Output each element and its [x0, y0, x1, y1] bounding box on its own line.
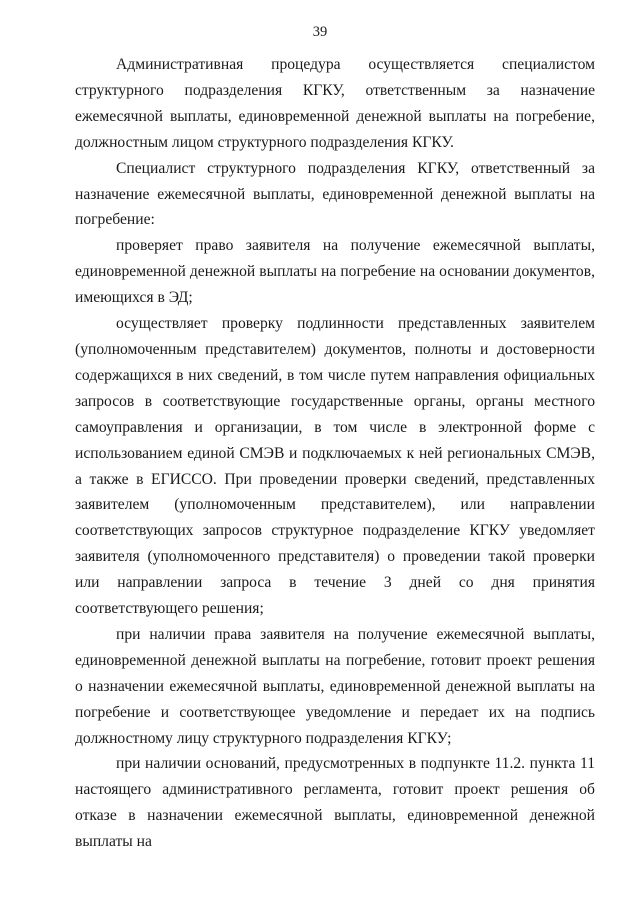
paragraph-4: осуществляет проверку подлинности представленных заявителем (уполномоченным представителем) документов, полноты и достоверности содержащихся в них сведений, в том числе путем направления официальных запросов в соответствующие государственные органы, органы местного самоуправления и организации, в том числе в электронной форме с использованием единой СМЭВ и подключаемых к ней региональных СМЭВ, а также в ЕГИССО. При проведении проверки сведений, представленных заявителем (уполномоченным представителем), или направлении соответствующих запросов структурное подразделение КГКУ уведомляет заявителя (уполномоченного представителя) о проведении такой проверки или направлении запроса в течение 3 дней со дня принятия соответствующего решения;: [75, 315, 595, 618]
paragraph-2: Специалист структурного подразделения КГКУ, ответственный за назначение ежемесячной выплаты, единовременной денежной выплаты на погребение:: [75, 159, 595, 229]
paragraph-1: Административная процедура осуществляется специалистом структурного подразделения КГКУ, ответственным за назначение ежемесячной выплаты, единовременной денежной выплаты на погребение, должностным лицом структурного подразделения КГКУ.: [75, 56, 595, 151]
paragraph-5: при наличии права заявителя на получение ежемесячной выплаты, единовременной денежной выплаты на погребение, готовит проект решения о назначении ежемесячной выплаты, единовременной денежной выплаты на погребение и соответствующее уведомление и передает их на подпись должностному лицу структурного подразделения КГКУ;: [75, 625, 595, 747]
document-body: [75, 52, 595, 855]
paragraph-6: при наличии оснований, предусмотренных в подпункте 11.2. пункта 11 настоящего административного регламента, готовит проект решения об отказе в назначении ежемесячной выплаты, единовременной денежной выплаты на: [75, 755, 595, 851]
paragraph-3: проверяет право заявителя на получение ежемесячной выплаты, единовременной денежной выплаты на погребение на основании документов, имеющихся в ЭД;: [75, 237, 595, 307]
page-number: 39: [312, 24, 328, 40]
